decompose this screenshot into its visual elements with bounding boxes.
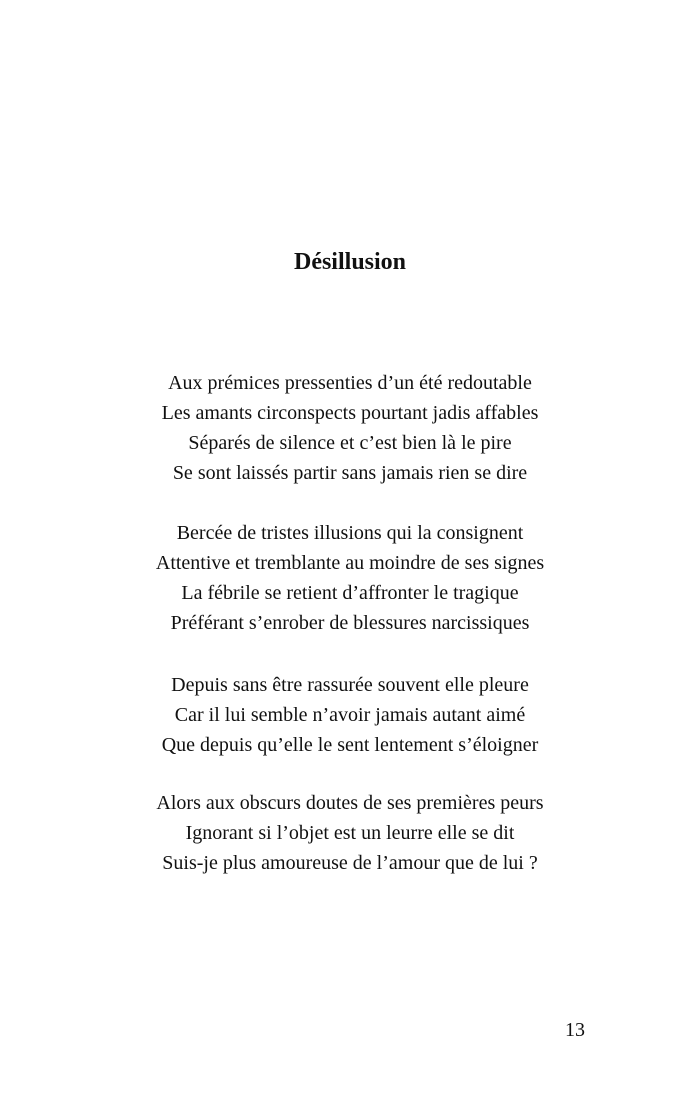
verse-line: La fébrile se retient d’affronter le tragique	[181, 582, 519, 604]
verse-line: Se sont laissés partir sans jamais rien se dire	[172, 462, 528, 484]
verse-line: Attentive et tremblante au moindre de ses signes	[155, 552, 545, 574]
verse-line: Ignorant si l’objet est un leurre elle se dit	[185, 822, 515, 844]
verse-line: Bercée de tristes illusions qui la consignent	[176, 522, 524, 544]
stanza-4	[0, 788, 700, 878]
poem-title: Désillusion	[293, 249, 407, 275]
verse-line: Préférant s’enrober de blessures narcissiques	[170, 612, 530, 634]
verse-line: Alors aux obscurs doutes de ses premières peurs	[156, 792, 544, 814]
verse-line: Suis-je plus amoureuse de l’amour que de lui ?	[162, 852, 538, 874]
stanza-3	[0, 670, 700, 760]
verse-line: Les amants circonspects pourtant jadis affables	[161, 402, 539, 424]
verse-line: Aux prémices pressenties d’un été redoutable	[168, 372, 532, 394]
stanza-1	[0, 368, 700, 488]
verse-line: Car il lui semble n’avoir jamais autant aimé	[174, 704, 526, 726]
stanza-2	[0, 518, 700, 638]
page-number: 13	[565, 1019, 585, 1041]
verse-line: Depuis sans être rassurée souvent elle pleure	[171, 674, 529, 696]
verse-line: Séparés de silence et c’est bien là le pire	[188, 432, 512, 454]
verse-line: Que depuis qu’elle le sent lentement s’éloigner	[161, 734, 539, 756]
